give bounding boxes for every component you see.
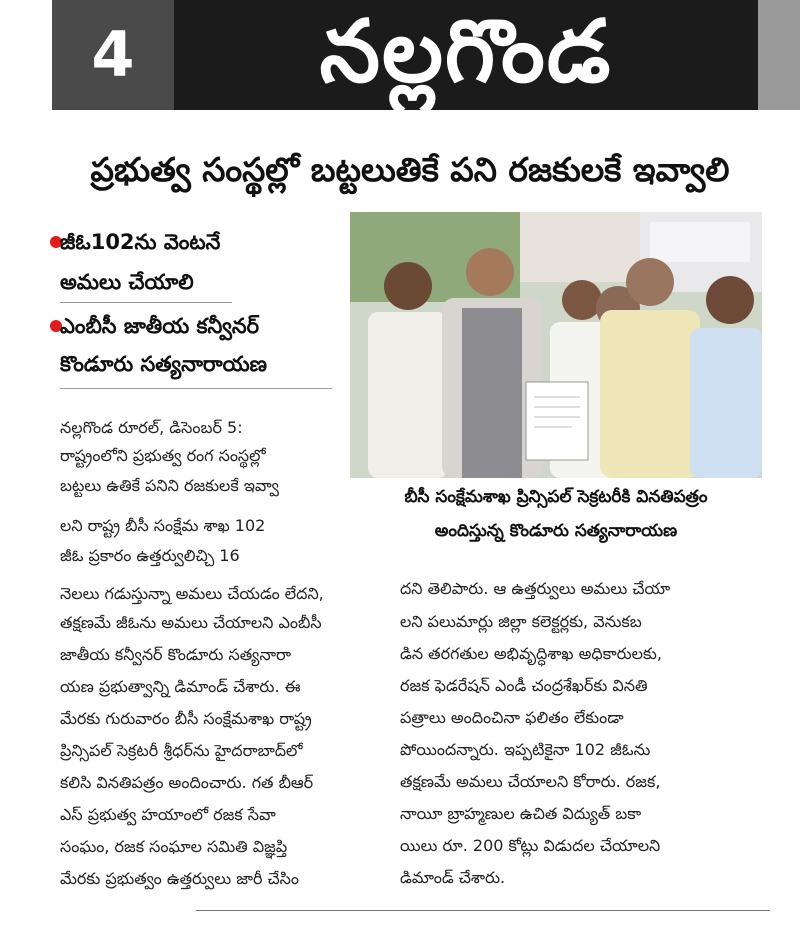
photo-caption-line-1: బీసీ సంక్షేమశాఖ ప్రిన్సిపల్ సెక్రటరీకి వినతిపత్రం — [404, 487, 708, 507]
body-line: రజక ఫెడరేషన్ ఎండీ చంద్రశేఖర్‌కు వినతి — [400, 676, 648, 695]
highlight-1-line-1: జీఓ102ను వెంటనే — [60, 230, 221, 254]
photo-caption-line-2: అందిస్తున్న కొండూరు సత్యనారాయణ — [434, 521, 678, 541]
body-line: లని రాష్ట్ర బీసీ సంక్షేమ శాఖ 102 — [60, 516, 266, 535]
body-line: డిమాండ్ చేశారు. — [400, 868, 506, 887]
body-line: దని తెలిపారు. ఆ ఉత్తర్వులు అమలు చేయా — [400, 579, 671, 598]
body-line: మేరకు ప్రభుత్వం ఉత్తర్వులు జారీ చేసిం — [60, 869, 300, 888]
body-line: యణ ప్రభుత్వాన్ని డిమాండ్ చేశారు. ఈ — [60, 677, 301, 696]
body-line: నాయీ బ్రాహ్మణుల ఉచిత విద్యుత్ బకా — [400, 804, 642, 823]
body-line: నెలలు గడుస్తున్నా అమలు చేయడం లేదని, — [60, 584, 324, 603]
body-line: జాతీయ కన్వీనర్ కొండూరు సత్యనారా — [60, 645, 292, 664]
body-line: మేరకు గురువారం బీసీ సంక్షేమశాఖ రాష్ట్ర — [60, 709, 312, 728]
highlight-2-line-2: కొండూరు సత్యనారాయణ — [60, 352, 267, 376]
body-line: సంఘం, రజక సంఘాల సమితి విజ్ఞప్తి — [60, 837, 288, 856]
highlight-divider — [60, 388, 332, 389]
body-line: ప్రిన్సిపల్ సెక్రటరీ శ్రీధర్‌ను హైదరాబాద్‌లో — [60, 741, 303, 760]
highlight-2-line-1: ఎంబీసీ జాతీయ కన్వీనర్ — [60, 314, 260, 338]
highlight-1-line-2: అమలు చేయాలి — [60, 270, 194, 294]
masthead-right-strip — [758, 0, 800, 110]
body-line: పత్రాలు అందించినా ఫలితం లేకుండా — [400, 708, 624, 727]
article-headline: ప్రభుత్వ సంస్థల్లో బట్టలుతికే పని రజకులకే ఇవ్వాలి — [90, 150, 730, 189]
body-line: డిన తరగతుల అభివృద్ధిశాఖ అధికారులకు, — [400, 644, 662, 663]
highlight-divider — [60, 302, 232, 303]
body-line: కలిసి వినతిపత్రం అందించారు. గత బీఆర్ — [60, 773, 314, 792]
masthead-title: నల్లగొండ — [319, 2, 613, 102]
body-line: నల్లగొండ రూరల్, డిసెంబర్ 5: — [60, 418, 243, 437]
news-photo — [350, 212, 762, 478]
body-line: ఎస్ ప్రభుత్వ హయాంలో రజక సేవా — [60, 805, 276, 824]
body-line: తక్షణమే జీఓను అమలు చేయాలని ఎంబీసీ — [60, 613, 322, 632]
bottom-divider — [196, 910, 770, 911]
body-line: బట్టలు ఉతికే పనిని రజకులకే ఇవ్వా — [60, 476, 279, 495]
body-line: రాష్ట్రంలోని ప్రభుత్వ రంగ సంస్థల్లో — [60, 446, 266, 465]
page-number: 4 — [91, 18, 135, 91]
body-line: జీఓ ప్రకారం ఉత్తర్వులిచ్చి 16 — [60, 546, 240, 565]
masthead-left-margin — [0, 0, 52, 110]
body-line: లని పలుమార్లు జిల్లా కలెక్టర్లకు, వెనుకబ — [400, 612, 642, 631]
body-line: పోయిందన్నారు. ఇప్పటికైనా 102 జీఓను — [400, 740, 651, 759]
body-line: తక్షణమే అమలు చేయాలని కోరారు. రజక, — [400, 772, 661, 791]
body-line: యిలు రూ. 200 కోట్లు విడుదల చేయాలని — [400, 836, 661, 855]
